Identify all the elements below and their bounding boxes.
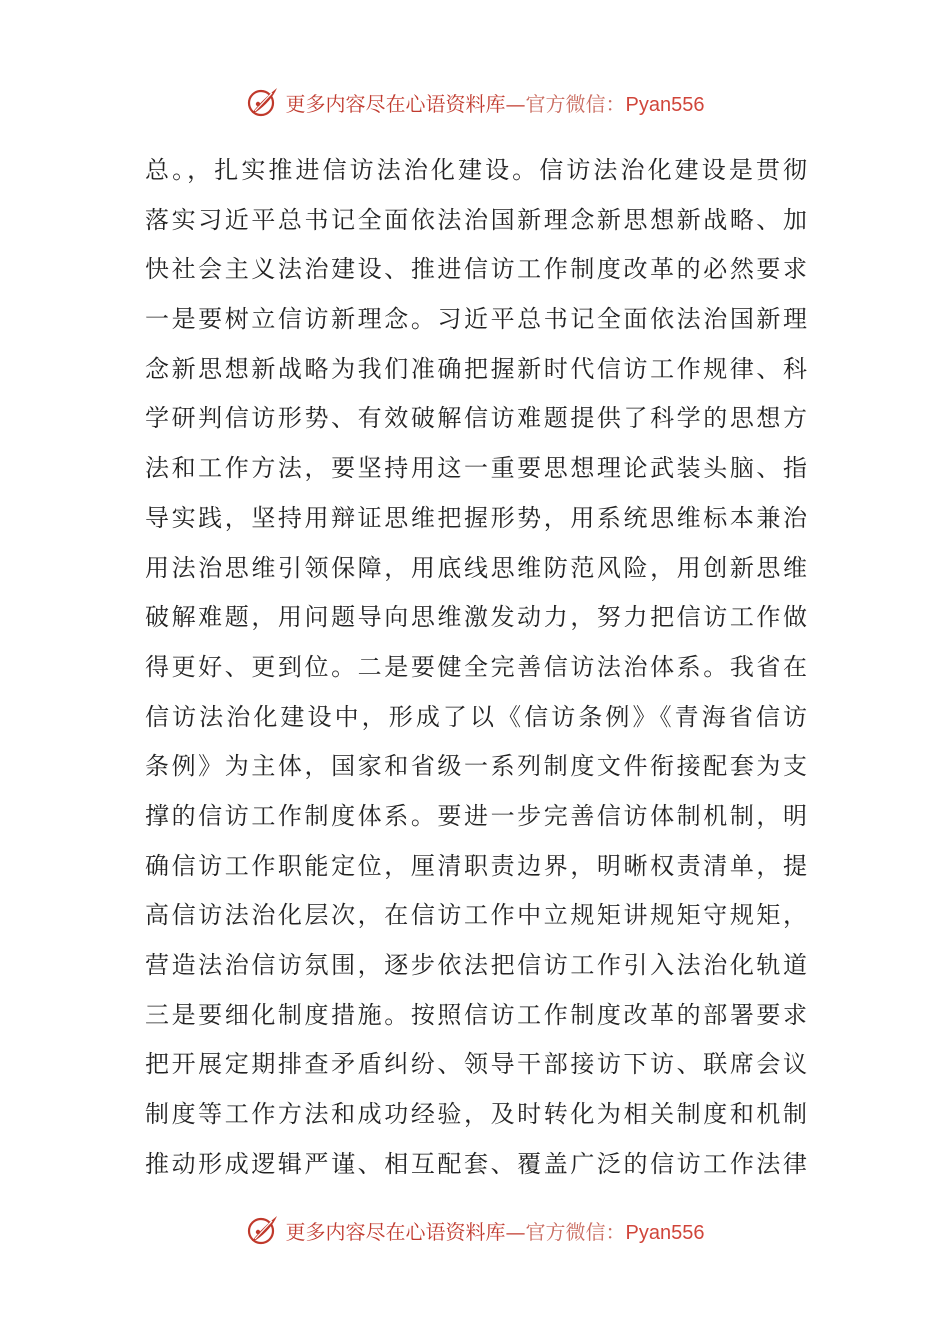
- header-banner-inner: [246, 85, 705, 119]
- footer-banner: [0, 1210, 950, 1250]
- body-text-line: 确信访工作职能定位，厘清职责边界，明晰权责清单，提: [145, 851, 807, 880]
- body-text-line: 导实践，坚持用辩证思维把握形势，用系统思维标本兼治: [145, 503, 807, 532]
- body-text-line: 把开展定期排查矛盾纠纷、领导干部接访下访、联席会议: [145, 1050, 807, 1079]
- quill-pen-logo-icon: [246, 85, 280, 119]
- header-banner: [0, 82, 950, 122]
- body-text-line: 一是要树立信访新理念。习近平总书记全面依法治国新理: [145, 305, 807, 334]
- body-text-line: 撑的信访工作制度体系。要进一步完善信访体制机制，明: [145, 801, 807, 830]
- header-banner-text: [286, 88, 705, 117]
- header-banner-wechat-id: Pyan556: [625, 93, 705, 116]
- body-text-line: 三是要细化制度措施。按照信访工作制度改革的部署要求: [145, 1000, 807, 1029]
- header-banner-separator: —: [505, 91, 526, 116]
- body-text-line: 得更好、更到位。二是要健全完善信访法治体系。我省在: [145, 652, 807, 681]
- body-text-line: 高信访法治化层次，在信访工作中立规矩讲规矩守规矩，: [145, 901, 807, 930]
- quill-pen-logo-icon: [246, 1213, 280, 1247]
- footer-banner-text: [286, 1216, 705, 1245]
- body-text-line: 制度等工作方法和成功经验，及时转化为相关制度和机制: [145, 1100, 807, 1129]
- header-banner-main: 更多内容尽在心语资料库: [285, 91, 506, 116]
- body-text-line: 落实习近平总书记全面依法治国新理念新思想新战略、加: [145, 205, 807, 234]
- body-text-line: 法和工作方法，要坚持用这一重要思想理论武装头脑、指: [145, 454, 807, 483]
- body-text-line: 学研判信访形势、有效破解信访难题提供了科学的思想方: [145, 404, 807, 433]
- body-text-line: 快社会主义法治建设、推进信访工作制度改革的必然要求: [145, 255, 807, 284]
- document-body: [145, 146, 807, 1189]
- footer-banner-label: 官方微信：: [525, 1219, 626, 1244]
- body-text-line: 推动形成逻辑严谨、相互配套、覆盖广泛的信访工作法律: [145, 1149, 807, 1178]
- body-text-line: 信访法治化建设中，形成了以《信访条例》《青海省信访: [145, 702, 807, 731]
- body-text-line: 条例》为主体，国家和省级一系列制度文件衔接配套为支: [145, 752, 807, 781]
- footer-banner-wechat-id: Pyan556: [625, 1221, 705, 1244]
- header-banner-label: 官方微信：: [525, 91, 626, 116]
- body-text-line: 营造法治信访氛围，逐步依法把信访工作引入法治化轨道: [145, 951, 807, 979]
- body-text-line: 总。，扎实推进信访法治化建设。信访法治化建设是贯彻: [145, 156, 807, 184]
- footer-banner-main: 更多内容尽在心语资料库: [285, 1219, 506, 1244]
- body-text-line: 用法治思维引领保障，用底线思维防范风险，用创新思维: [145, 553, 807, 582]
- footer-banner-separator: —: [505, 1219, 526, 1244]
- body-text-line: 念新思想新战略为我们准确把握新时代信访工作规律、科: [145, 354, 807, 383]
- footer-banner-inner: [246, 1213, 705, 1247]
- body-text-line: 破解难题，用问题导向思维激发动力，努力把信访工作做: [145, 603, 807, 632]
